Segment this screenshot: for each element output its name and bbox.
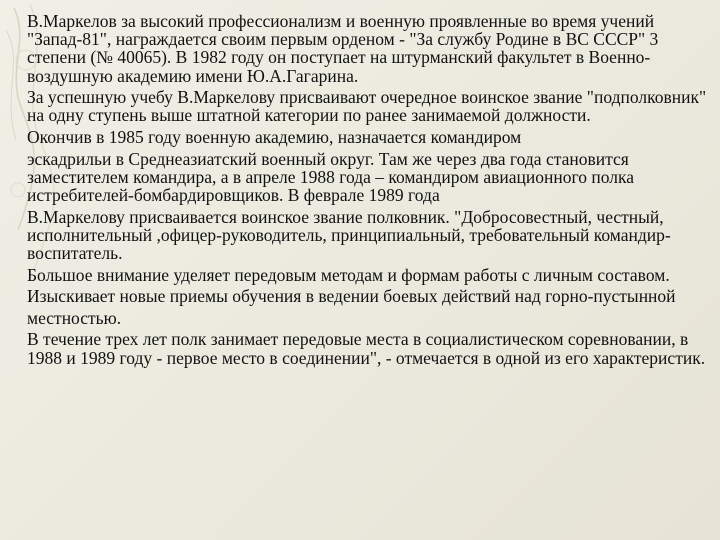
- paragraph: Изыскивает новые приемы обучения в ведении боевых действий над горно-пустынной: [27, 286, 676, 307]
- paragraph: За успешную учебу В.Маркелову присваивают очередное воинское звание "подполковник" на одну ступень выше штатной категории по ранее занимаемой должности.: [27, 87, 707, 126]
- paragraph: эскадрильи в Среднеазиатский военный округ. Там же через два года становится заместителем командира, а в апреле 1988 года – командиром авиационного полка истребителей-бомбардировщиков. В феврале 1989 года: [27, 148, 634, 205]
- paragraph: местностью.: [27, 307, 122, 328]
- paragraph: В течение трех лет полк занимает передовые места в социалистическом соревновании, в 1988 и 1989 году - первое место в соединении", - отмечается в одной из его характеристик.: [27, 329, 706, 368]
- paragraph: В.Маркелов за высокий профессионализм и военную проявленные во время учений "Запад-81", награждается своим первым орденом - "За службу Родине в ВС СССР" 3 степени (№ 40065). В 1982 году он поступает на штурманский факультет в Военно-воздушную академию имени Ю.А.Гагарина.: [27, 11, 659, 86]
- slide-text: [27, 12, 712, 370]
- paragraph: Большое внимание уделяет передовым методам и формам работы с личным составом.: [27, 264, 670, 285]
- paragraph: Окончив в 1985 году военную академию, назначается командиром: [27, 127, 522, 147]
- paragraph: В.Маркелову присваивается воинское звание полковник. "Добросовестный, честный, исполнительный ,офицер-руководитель, принципиальный, требовательный командир-воспитатель.: [27, 206, 671, 263]
